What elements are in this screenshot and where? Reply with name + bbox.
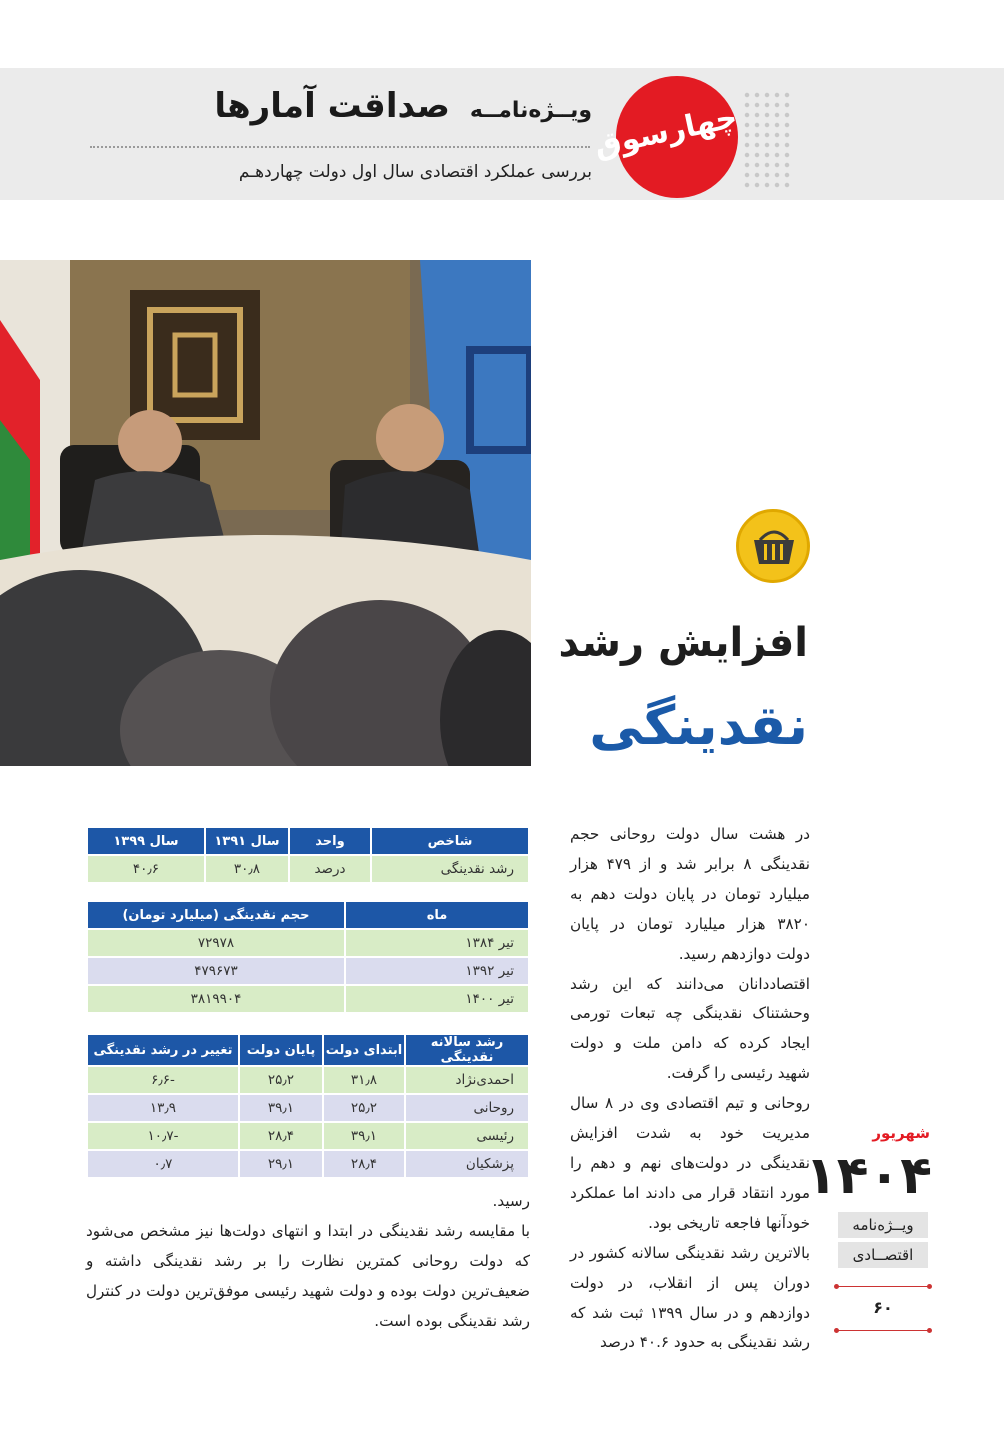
article-paragraph: در هشت سال دولت روحانی حجم نقدینگی ۸ برابر شد و از ۴۷۹ هزار میلیارد تومان در پایان دولت دهم به ۳۸۲۰ هزار میلیارد تومان در پایان دولت دوازدهم رسید. — [570, 825, 810, 963]
table-cell: روحانی — [405, 1094, 529, 1122]
government-growth-table — [86, 1033, 530, 1179]
table-row — [87, 1066, 529, 1094]
table-cell: ۲۸٫۴ — [239, 1122, 323, 1150]
issue-special-label: ویــژه‌نامه — [838, 1212, 928, 1238]
table-header-cell: ابتدای دولت — [323, 1034, 405, 1066]
headline-line-2: نقدینگی — [589, 694, 808, 757]
table-header-cell: ماه — [345, 901, 529, 929]
table-cell: ۳۱٫۸ — [323, 1066, 405, 1094]
article-paragraph: اقتصاددانان می‌دانند که این رشد وحشتناک نقدینگی چه تبعات تورمی ایجاد کرده که دامن ملت و دولت شهید رئیسی را گرفت. — [570, 974, 810, 1083]
article-paragraph: رسید. — [492, 1192, 530, 1210]
table-cell: احمدی‌نژاد — [405, 1066, 529, 1094]
table-cell: ۴۷۹۶۷۳ — [87, 957, 345, 985]
table-header-cell: رشد سالانه نقدینگی — [405, 1034, 529, 1066]
table-header-cell: واحد — [289, 827, 371, 855]
article-paragraph: با مقایسه رشد نقدینگی در ابتدا و انتهای دولت‌ها نیز مشخص می‌شود که دولت روحانی کمترین نظارت را بر رشد نقدینگی داشته و ضعیف‌ترین دولت بوده و دولت شهید رئیسی موفق‌ترین دولت در کنترل رشد نقدینگی بوده است. — [86, 1221, 530, 1330]
issue-year: ۱۴۰۴ — [805, 1146, 932, 1206]
table-cell: ۲۹٫۱ — [239, 1150, 323, 1178]
brand-logo-text: چهارسوق — [591, 99, 741, 165]
table-cell: ۲۸٫۴ — [323, 1150, 405, 1178]
liquidity-volume-table — [86, 900, 530, 1014]
table-row — [87, 985, 529, 1013]
table-cell: درصد — [289, 855, 371, 883]
table-cell: پزشکیان — [405, 1150, 529, 1178]
table-header-cell: پایان دولت — [239, 1034, 323, 1066]
header-title-lead: ویــژه‌نامــه — [469, 98, 592, 123]
article-paragraph: روحانی و تیم اقتصادی وی در ۸ سال مدیریت خود به شدت افزایش نقدینگی در دولت‌های نهم و دهم را مورد انتقاد قرار می دادند اما عملکرد خودآنها فاجعه تاریخی بود. — [570, 1094, 810, 1232]
header-title-main: صداقت آمارها — [214, 86, 450, 126]
meeting-photo-illustration — [0, 260, 531, 766]
table-cell: ۴۰٫۶ — [87, 855, 205, 883]
table-cell: -۶٫۶ — [87, 1066, 239, 1094]
table-header-row — [87, 1034, 529, 1066]
headline-line-1: افزایش رشد — [558, 620, 808, 666]
basket-glyph — [752, 526, 796, 566]
table-header-row — [87, 901, 529, 929]
table-header-cell: سال ۱۳۹۹ — [87, 827, 205, 855]
table-header-cell: حجم نقدینگی (میلیارد تومان) — [87, 901, 345, 929]
table-row — [87, 1150, 529, 1178]
table-header-cell: شاخص — [371, 827, 529, 855]
logo-dot-pattern — [742, 90, 792, 190]
page-number-rule-bottom — [836, 1330, 930, 1331]
table-cell: تیر ۱۳۸۴ — [345, 929, 529, 957]
table-cell: تیر ۱۴۰۰ — [345, 985, 529, 1013]
table-cell: ۳۹٫۱ — [323, 1122, 405, 1150]
article-body-continuation — [86, 1187, 530, 1337]
header-subtitle: بررسی عملکرد اقتصادی سال اول دولت چهاردهـم — [238, 162, 592, 182]
header-title — [214, 86, 592, 126]
table-cell: رشد نقدینگی — [371, 855, 529, 883]
table-header-row — [87, 827, 529, 855]
shopping-basket-icon — [736, 509, 810, 583]
table-row — [87, 855, 529, 883]
table-cell: ۲۵٫۲ — [239, 1066, 323, 1094]
meeting-photo — [0, 260, 531, 766]
table-cell: ۳۰٫۸ — [205, 855, 289, 883]
page-number: ۶۰ — [873, 1298, 893, 1317]
table-header-cell: سال ۱۳۹۱ — [205, 827, 289, 855]
table-row — [87, 957, 529, 985]
brand-logo — [591, 76, 741, 198]
page-number-rule-top — [836, 1286, 930, 1287]
issue-economic-label: اقتصــادی — [838, 1242, 928, 1268]
table-row — [87, 1122, 529, 1150]
article-paragraph: بالاترین رشد نقدینگی سالانه کشور در دوران پس از انقلاب، در دولت دوازدهم و در سال ۱۳۹۹ ثبت شد که رشد نقدینگی به حدود ۴۰.۶ درصد — [570, 1243, 810, 1352]
table-cell: ۲۵٫۲ — [323, 1094, 405, 1122]
table-cell: ۰٫۷ — [87, 1150, 239, 1178]
table-cell: ۷۲۹۷۸ — [87, 929, 345, 957]
header-dotted-divider — [90, 146, 590, 148]
table-row — [87, 1094, 529, 1122]
table-cell: ۳۸۱۹۹۰۴ — [87, 985, 345, 1013]
article-body-column — [570, 820, 810, 1358]
table-row — [87, 929, 529, 957]
table-cell: -۱۰٫۷ — [87, 1122, 239, 1150]
growth-indicator-table — [86, 826, 530, 884]
table-cell: ۱۳٫۹ — [87, 1094, 239, 1122]
issue-month: شهریور — [872, 1124, 930, 1142]
table-cell: تیر ۱۳۹۲ — [345, 957, 529, 985]
table-header-cell: تغییر در رشد نقدینگی — [87, 1034, 239, 1066]
table-cell: رئیسی — [405, 1122, 529, 1150]
table-cell: ۳۹٫۱ — [239, 1094, 323, 1122]
